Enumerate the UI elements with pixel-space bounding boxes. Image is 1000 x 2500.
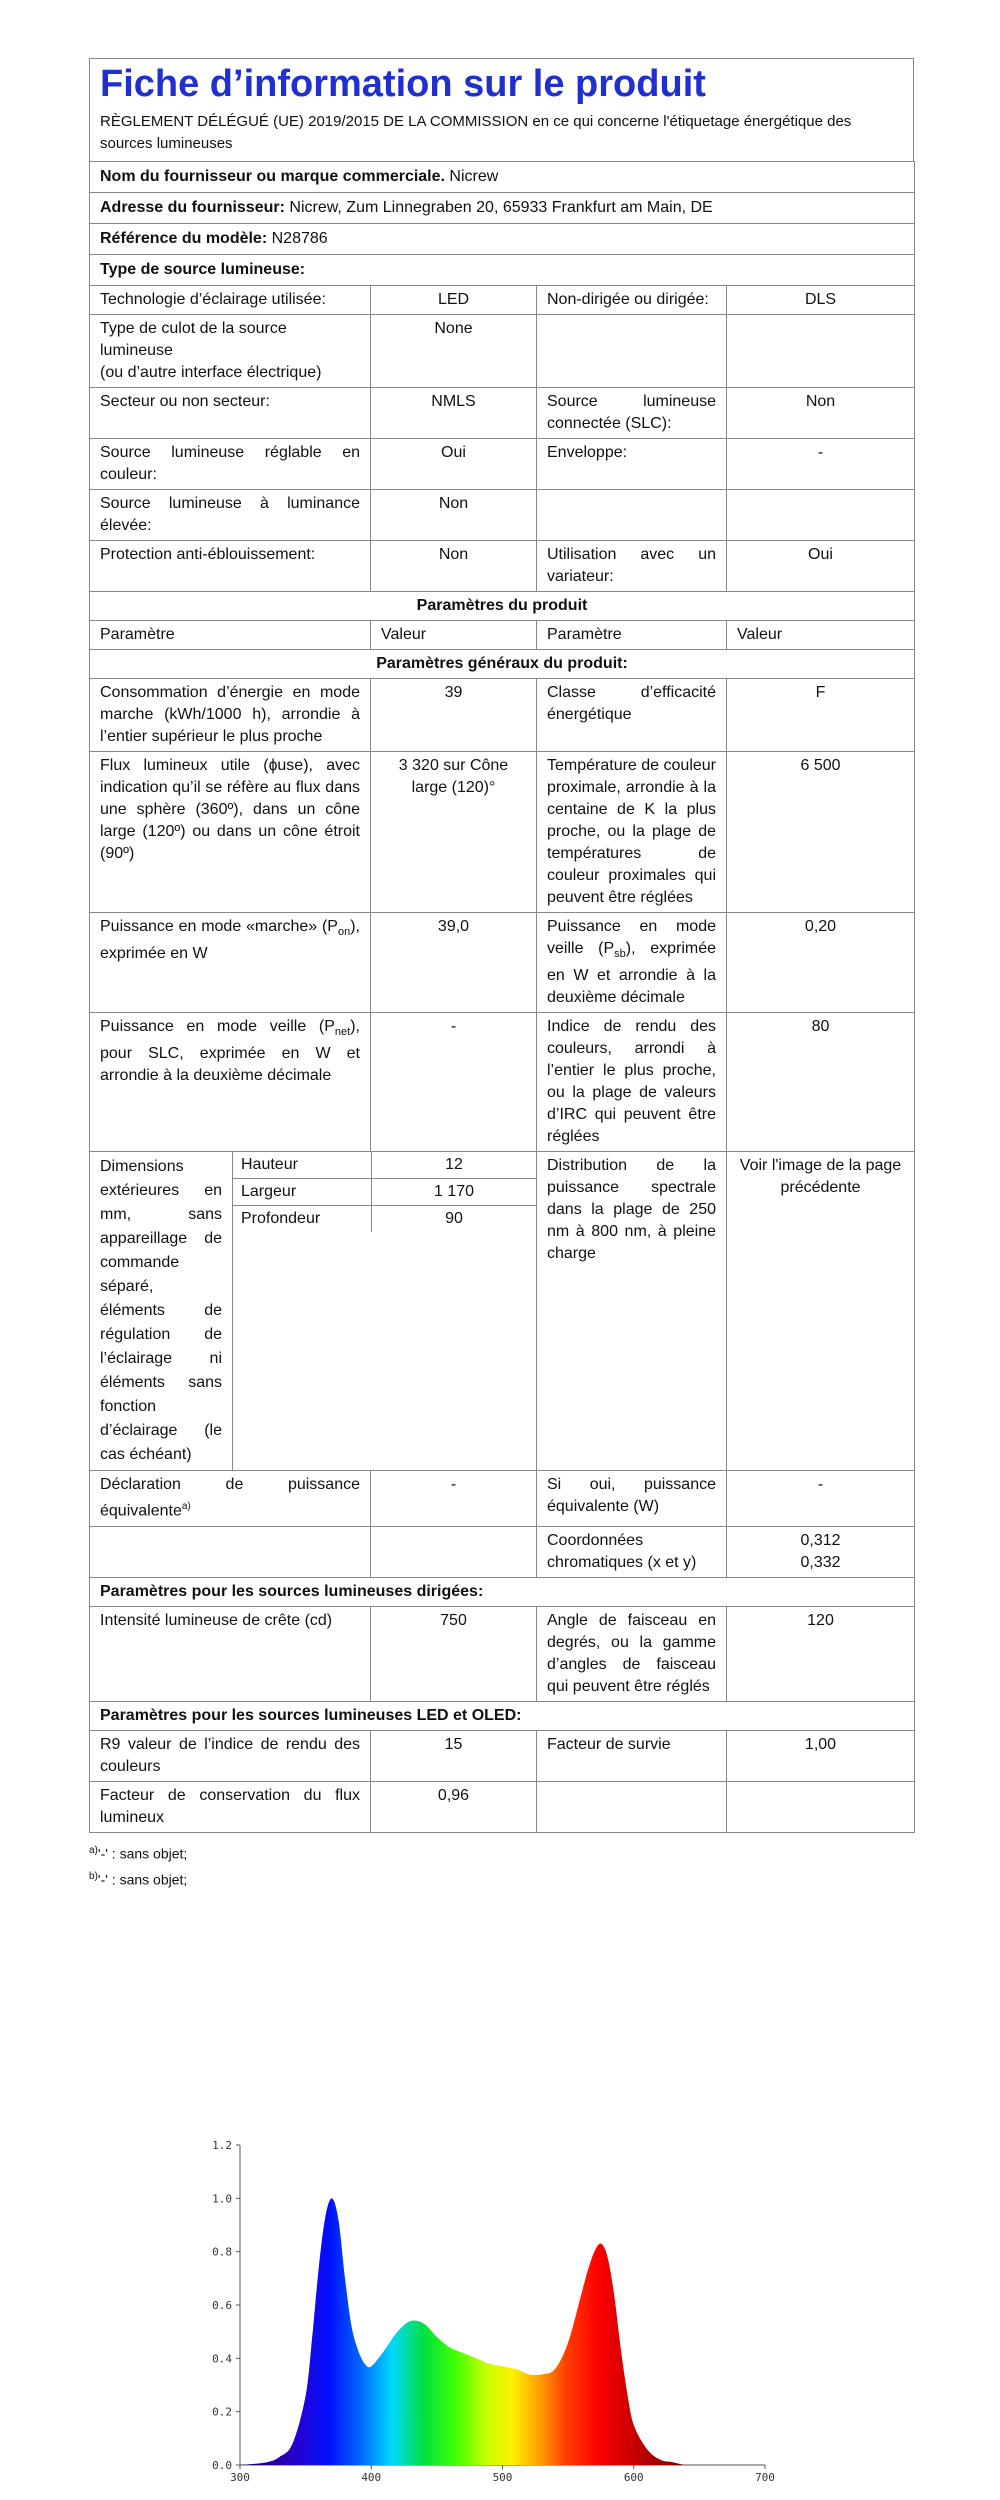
connected-source-label: Source lumineuse connectée (SLC):: [537, 388, 727, 439]
sheet-header: [89, 58, 914, 161]
dimension-depth-label: Profondeur: [241, 1210, 321, 1228]
model-reference-row: [90, 224, 915, 255]
table-row: [90, 1013, 915, 1152]
directional-value: DLS: [727, 286, 915, 315]
colour-rendering-label: Indice de rendu des couleurs, arrondi à l’entier le plus proche, ou la plage de valeurs d’IRC qui peuvent être réglées: [537, 1013, 727, 1152]
dimensions-label: Dimensions extérieures en mm, sans appareillage de commande séparé, éléments de régulation de l’éclairage ni éléments sans fonction d’éclairage (le cas échéant): [90, 1152, 233, 1470]
empty-cell: [727, 490, 915, 541]
table-row: [90, 388, 915, 439]
empty-cell: [90, 1526, 371, 1577]
table-row: [90, 490, 915, 541]
on-mode-power-label-text: Puissance en mode «marche» (P: [100, 918, 338, 935]
footnote-a-marker: a): [89, 1844, 98, 1856]
on-mode-power-value: 39,0: [371, 913, 537, 1013]
y-tick-label: 0.2: [212, 2405, 232, 2419]
lighting-technology-label: Technologie d’éclairage utilisée:: [90, 286, 371, 315]
empty-cell: [727, 315, 915, 388]
on-mode-power-label-unit: ), exprimée en W: [100, 918, 360, 963]
source-type-heading-row: [90, 255, 915, 286]
empty-cell: [727, 1781, 915, 1832]
table-row: [90, 1526, 915, 1577]
beam-angle-label: Angle de faisceau en degrés, ou la gamme d’angles de faisceau qui peuvent être réglés: [537, 1606, 727, 1701]
energy-consumption-label: Consommation d’énergie en mode marche (kWh/1000 h), arrondie à l’entier supérieur le plus proche: [90, 679, 371, 752]
flux-maintenance-label: Facteur de conservation du flux lumineux: [90, 1781, 371, 1832]
table-row: [90, 1471, 915, 1526]
equivalent-power-label: [90, 1471, 371, 1526]
peak-intensity-label: Intensité lumineuse de crête (cd): [90, 1606, 371, 1701]
spectral-curve-area: [240, 2198, 765, 2465]
spectral-chart-svg: [180, 2135, 800, 2490]
dimension-height-label: Hauteur: [241, 1156, 298, 1174]
chromaticity-y: 0,332: [800, 1553, 841, 1571]
source-type-heading: Type de source lumineuse:: [90, 255, 915, 286]
dimension-depth-value: 90: [371, 1206, 536, 1232]
column-header-value: Valeur: [727, 621, 915, 650]
mains-value: NMLS: [371, 388, 537, 439]
general-parameters-heading: Paramètres généraux du produit:: [90, 650, 915, 679]
on-mode-power-label: [90, 913, 371, 1013]
y-tick-label: 1.0: [212, 2192, 232, 2206]
dimension-height-row: [233, 1152, 536, 1179]
table-row: [90, 1730, 915, 1781]
dimmer-value: Oui: [727, 541, 915, 592]
x-tick-label: 400: [361, 2471, 382, 2484]
dimension-depth-row: [233, 1206, 536, 1232]
y-tick-label: 0.0: [212, 2459, 232, 2472]
chromaticity-value: [727, 1526, 915, 1577]
table-row: [90, 752, 915, 913]
footnote-b-marker: b): [89, 1871, 98, 1883]
table-row: [90, 913, 915, 1013]
table-row: [90, 1606, 915, 1701]
model-reference-value: N28786: [271, 230, 328, 247]
product-info-table: [89, 161, 915, 1833]
standby-power-value: 0,20: [727, 913, 915, 1013]
equivalent-power-value: -: [371, 1471, 537, 1526]
connected-source-value: Non: [727, 388, 915, 439]
column-header-parameter: Paramètre: [537, 621, 727, 650]
anti-glare-value: Non: [371, 541, 537, 592]
product-information-sheet: [89, 58, 914, 1892]
footnote-a: [89, 1839, 914, 1866]
networked-standby-label-unit: ), pour SLC, exprimée en W et arrondie à la deuxième décimale: [100, 1018, 360, 1085]
dimmer-label: Utilisation avec un variateur:: [537, 541, 727, 592]
table-row: [90, 286, 915, 315]
supplier-name-label: Nom du fournisseur ou marque commerciale.: [100, 168, 445, 185]
empty-cell: [537, 490, 727, 541]
beam-angle-value: 120: [727, 1606, 915, 1701]
colour-rendering-value: 80: [727, 1013, 915, 1152]
equivalent-watt-value: -: [727, 1471, 915, 1526]
colour-temperature-value: 6 500: [727, 752, 915, 913]
energy-consumption-value: 39: [371, 679, 537, 752]
standby-power-label: [537, 913, 727, 1013]
envelope-label: Enveloppe:: [537, 439, 727, 490]
regulation-subtitle: RÈGLEMENT DÉLÉGUÉ (UE) 2019/2015 DE LA COMMISSION en ce qui concerne l'étiquetage énergétique des sources lumineuses: [100, 113, 852, 152]
networked-standby-value: -: [371, 1013, 537, 1152]
r9-value: 15: [371, 1730, 537, 1781]
empty-cell: [537, 1781, 727, 1832]
survival-factor-value: 1,00: [727, 1730, 915, 1781]
chromaticity-x: 0,312: [800, 1531, 841, 1549]
table-row: [90, 439, 915, 490]
table-row: [90, 679, 915, 752]
footnote-b-text: '-' : sans objet;: [97, 1871, 188, 1888]
table-row: [90, 1781, 915, 1832]
x-tick-label: 500: [492, 2471, 513, 2484]
led-heading: Paramètres pour les sources lumineuses LED et OLED:: [90, 1701, 915, 1730]
colour-temperature-label: Température de couleur proximale, arrondie à la centaine de K la plus proche, ou la plage de températures de couleur proximales qui peuvent être réglées: [537, 752, 727, 913]
equivalent-watt-label: Si oui, puissance équivalente (W): [537, 1471, 727, 1526]
table-row: [90, 1152, 915, 1471]
r9-label: R9 valeur de l’indice de rendu des couleurs: [90, 1730, 371, 1781]
equivalent-power-footnote-ref: a): [181, 1501, 191, 1513]
colour-tuneable-value: Oui: [371, 439, 537, 490]
x-tick-label: 600: [623, 2471, 644, 2484]
energy-class-value: F: [727, 679, 915, 752]
x-tick-label: 700: [755, 2471, 775, 2484]
dimension-width-row: [233, 1179, 536, 1206]
spectral-distribution-label: Distribution de la puissance spectrale dans la plage de 250 nm à 800 nm, à pleine charge: [537, 1152, 727, 1471]
flux-maintenance-value: 0,96: [371, 1781, 537, 1832]
dimensions-cell: [90, 1152, 537, 1471]
y-tick-label: 0.8: [212, 2245, 232, 2259]
networked-standby-subscript: net: [334, 1026, 351, 1039]
dimension-width-value: 1 170: [371, 1179, 536, 1205]
model-reference-label: Référence du modèle:: [100, 230, 268, 247]
mains-label: Secteur ou non secteur:: [90, 388, 371, 439]
luminous-flux-value: 3 320 sur Cône large (120)°: [371, 752, 537, 913]
x-tick-label: 300: [230, 2471, 250, 2484]
standby-power-subscript: sb: [614, 948, 626, 961]
anti-glare-label: Protection anti-éblouissement:: [90, 541, 371, 592]
page-title: Fiche d’information sur le produit: [100, 63, 706, 105]
table-row: [90, 315, 915, 388]
colour-tuneable-label: Source lumineuse réglable en couleur:: [90, 439, 371, 490]
standby-power-label-text: Puissance en mode veille (P: [547, 918, 716, 957]
envelope-value: -: [727, 439, 915, 490]
supplier-address-value: Nicrew, Zum Linnegraben 20, 65933 Frankfurt am Main, DE: [289, 199, 713, 216]
led-heading-row: [90, 1701, 915, 1730]
y-tick-label: 0.6: [212, 2299, 232, 2312]
standby-power-label-unit: ), exprimée en W et arrondie à la deuxième décimale: [547, 940, 716, 1007]
footnote-a-text: '-' : sans objet;: [97, 1845, 188, 1862]
cap-type-value: None: [371, 315, 537, 388]
survival-factor-label: Facteur de survie: [537, 1730, 727, 1781]
product-parameters-heading: Paramètres du produit: [90, 592, 915, 621]
column-header-parameter: Paramètre: [90, 621, 371, 650]
table-row: [90, 541, 915, 592]
column-header-row: [90, 621, 915, 650]
dimension-width-label: Largeur: [241, 1183, 297, 1201]
spectral-distribution-chart: [180, 2135, 800, 2490]
y-tick-label: 0.4: [212, 2352, 232, 2366]
product-parameters-heading-row: [90, 592, 915, 621]
high-luminance-label: Source lumineuse à luminance élevée:: [90, 490, 371, 541]
cap-type-label-note: (ou d’autre interface électrique): [100, 364, 322, 381]
directional-heading-row: [90, 1577, 915, 1606]
high-luminance-value: Non: [371, 490, 537, 541]
supplier-name-row: [90, 162, 915, 193]
spectral-distribution-value: Voir l'image de la page précédente: [727, 1152, 915, 1471]
supplier-name-value: Nicrew: [449, 168, 499, 185]
y-tick-label: 1.2: [212, 2139, 232, 2152]
supplier-address-label: Adresse du fournisseur:: [100, 199, 285, 216]
chromaticity-label: Coordonnées chromatiques (x et y): [537, 1526, 727, 1577]
column-header-value: Valeur: [371, 621, 537, 650]
empty-cell: [371, 1526, 537, 1577]
directional-heading: Paramètres pour les sources lumineuses dirigées:: [90, 1577, 915, 1606]
directional-label: Non-dirigée ou dirigée:: [537, 286, 727, 315]
footnotes: [89, 1839, 914, 1892]
luminous-flux-label: Flux lumineux utile (ɸuse), avec indication qu’il se réfère au flux dans une sphère (360º), dans un cône large (120º) ou dans un cône étroit (90º): [90, 752, 371, 913]
on-mode-power-subscript: on: [337, 926, 351, 939]
empty-cell: [537, 315, 727, 388]
general-parameters-heading-row: [90, 650, 915, 679]
dimension-height-value: 12: [371, 1152, 536, 1178]
footnote-b: [89, 1865, 914, 1892]
peak-intensity-value: 750: [371, 1606, 537, 1701]
networked-standby-label-text: Puissance en mode veille (P: [100, 1018, 335, 1036]
cap-type-label: Type de culot de la source lumineuse: [100, 320, 287, 359]
supplier-address-row: [90, 193, 915, 224]
equivalent-power-label-text: Déclaration de puissance équivalente: [100, 1476, 360, 1520]
energy-class-label: Classe d’efficacité énergétique: [537, 679, 727, 752]
lighting-technology-value: LED: [371, 286, 537, 315]
networked-standby-label: [90, 1013, 371, 1152]
